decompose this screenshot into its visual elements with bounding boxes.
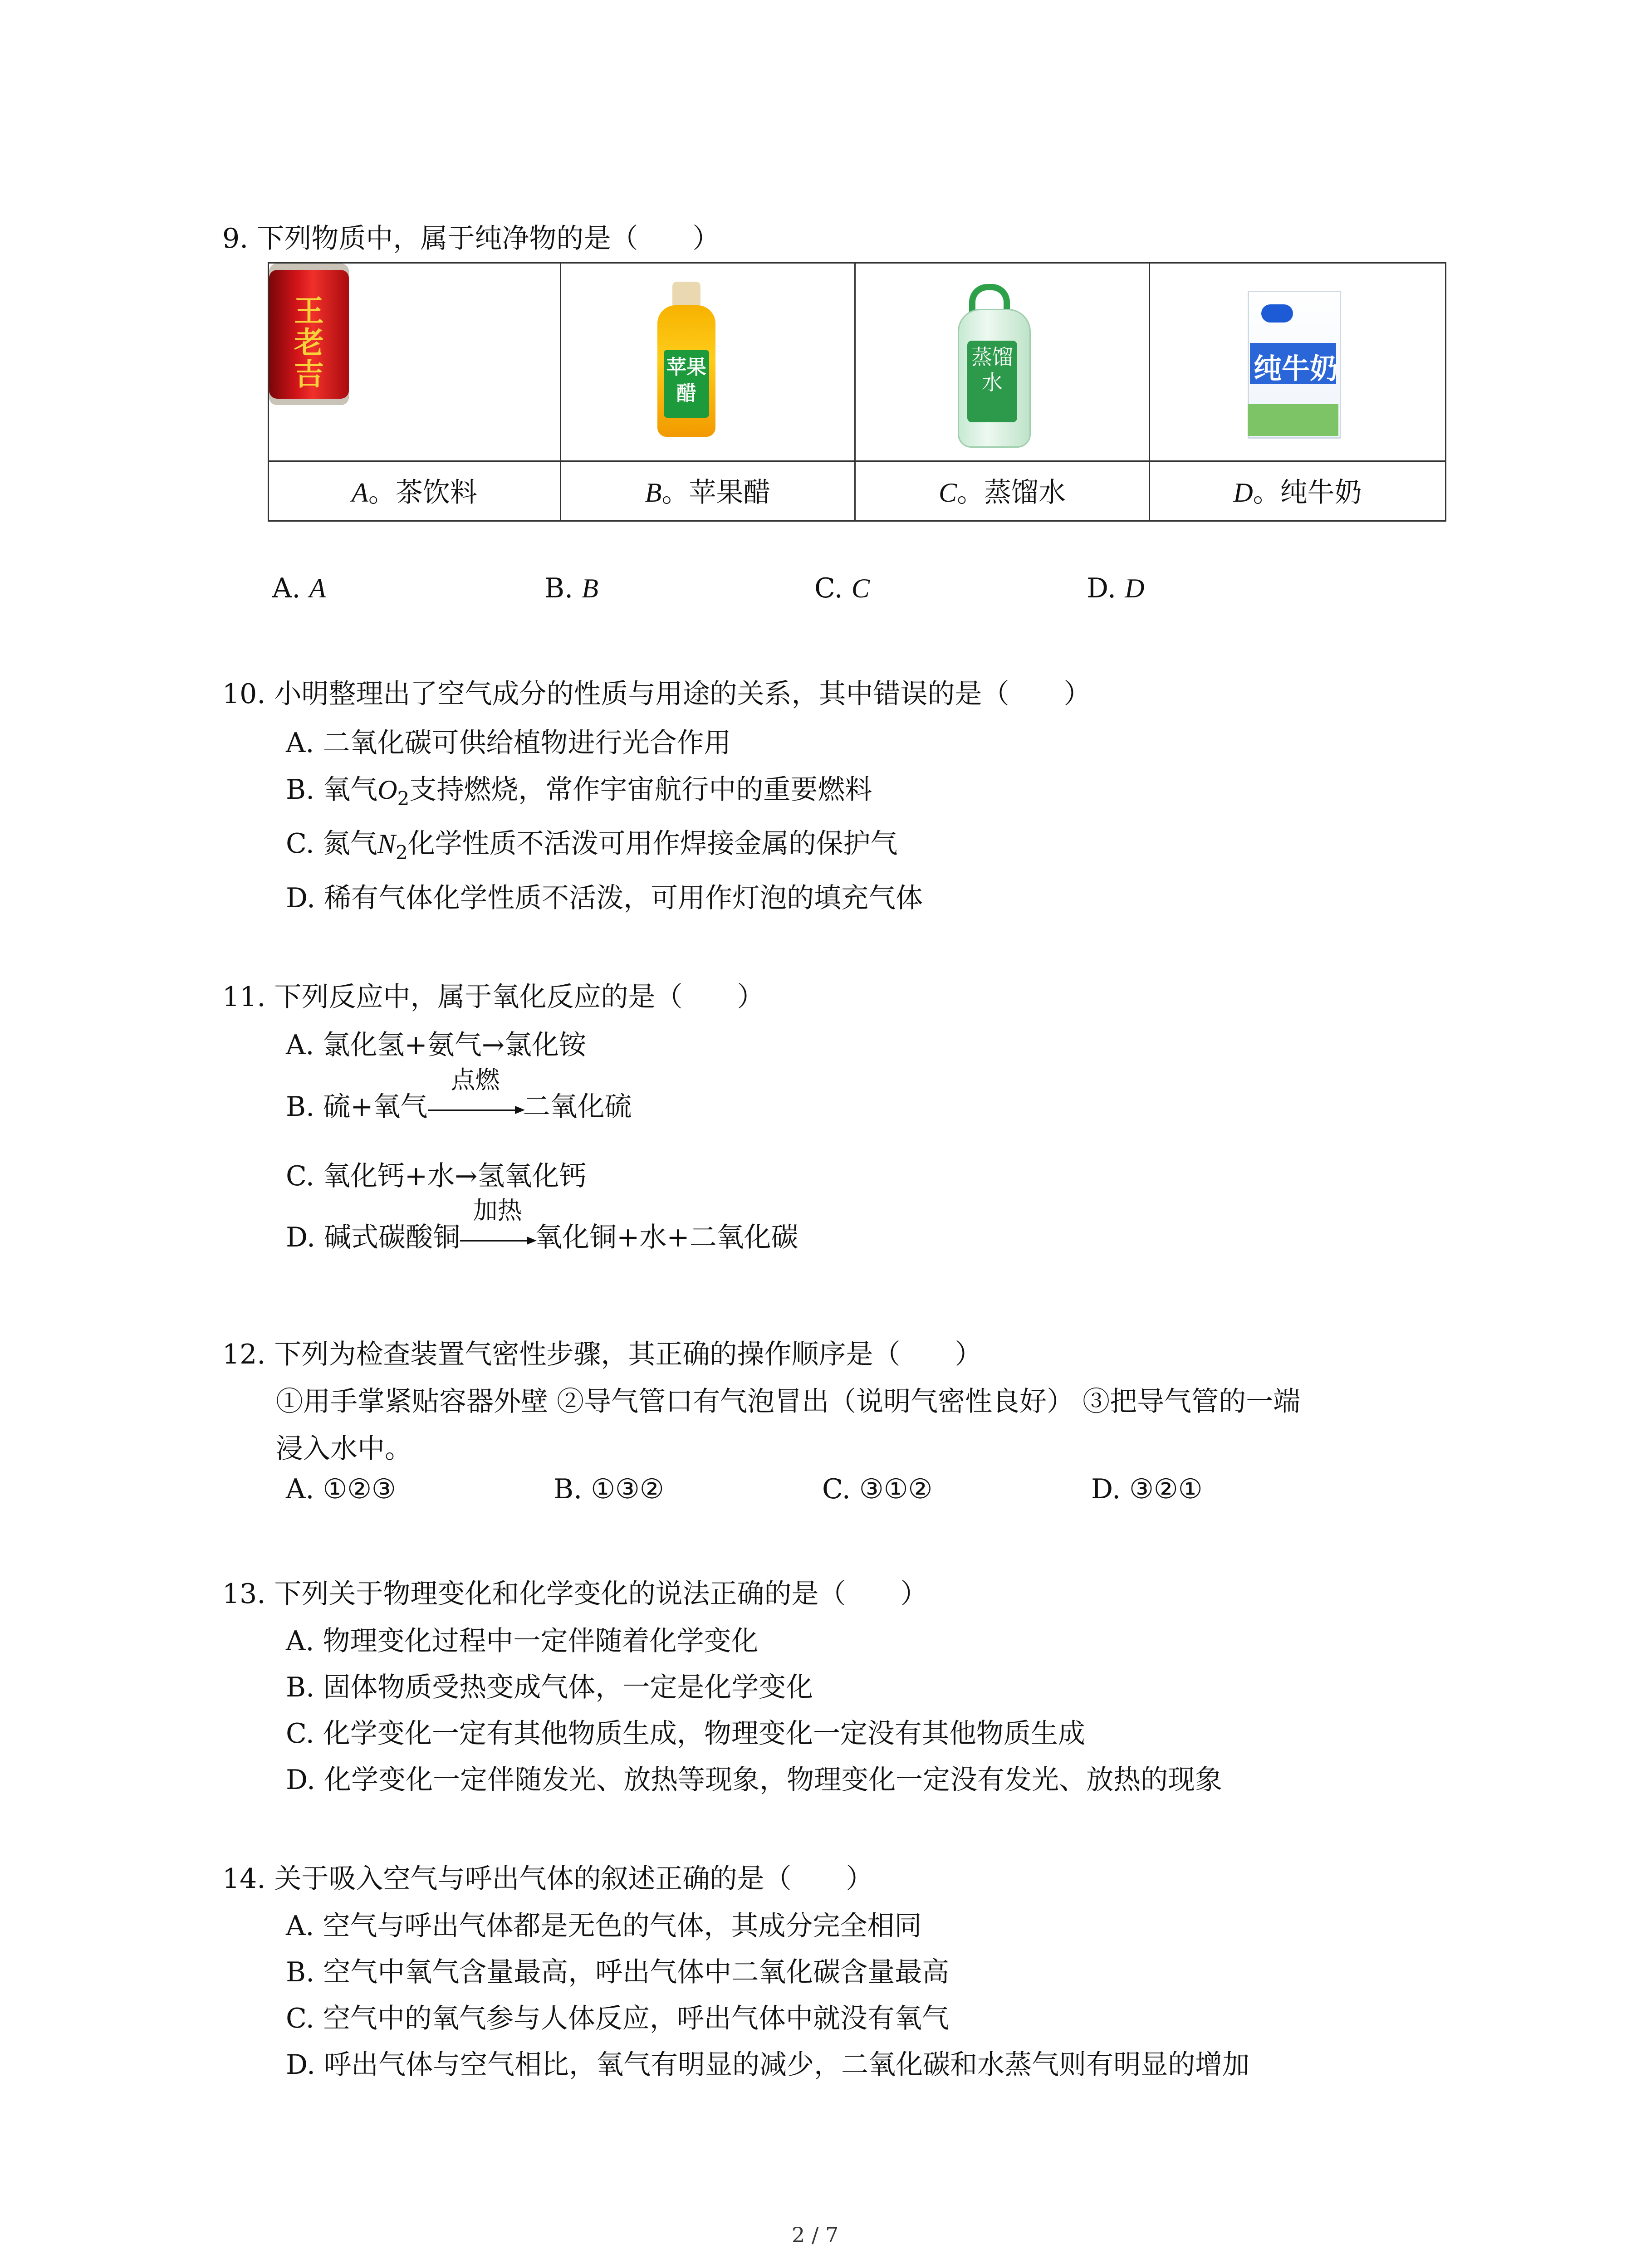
reaction-arrow-ignite: 点燃 [428, 1089, 523, 1116]
q9-option-d[interactable]: D. D [1087, 572, 1145, 604]
q14-option-d[interactable]: D. 呼出气体与空气相比，氧气有明显的减少，二氧化碳和水蒸气则有明显的增加 [286, 2049, 1250, 2081]
q14-option-c[interactable]: C. 空气中的氧气参与人体反应，呼出气体中就没有氧气 [286, 2003, 949, 2034]
q13-option-c[interactable]: C. 化学变化一定有其他物质生成，物理变化一定没有其他物质生成 [286, 1718, 1085, 1750]
question-9-stem: 9. 下列物质中，属于纯净物的是（ ） [222, 223, 720, 254]
water-jug-icon: 蒸馏水 [856, 264, 1149, 460]
q12-option-d[interactable]: D. ③②① [1091, 1473, 1203, 1505]
q13-option-a[interactable]: A. 物理变化过程中一定伴随着化学变化 [286, 1625, 759, 1657]
question-14-stem: 14. 关于吸入空气与呼出气体的叙述正确的是（ ） [222, 1863, 873, 1895]
q12-option-a[interactable]: A. ①②③ [286, 1473, 396, 1505]
page-number: 2 / 7 [792, 2223, 839, 2247]
question-12-steps-cont: 浸入水中。 [276, 1433, 412, 1465]
question-11-stem: 11. 下列反应中，属于氧化反应的是（ ） [222, 981, 764, 1013]
question-10-stem: 10. 小明整理出了空气成分的性质与用途的关系，其中错误的是（ ） [222, 678, 1091, 710]
tea-can-icon: 王老吉 [269, 264, 560, 460]
caption-d: D。纯牛奶 [1233, 477, 1362, 508]
q10-option-b[interactable]: B. 氧气$O_2$支持燃烧，常作宇宙航行中的重要燃料 [286, 774, 872, 810]
reaction-arrow-heat: 加热 [460, 1219, 535, 1246]
milk-carton-icon: 纯牛奶 [1150, 264, 1445, 460]
caption-c: C。蒸馏水 [938, 477, 1066, 508]
q10-option-a[interactable]: A. 二氧化碳可供给植物进行光合作用 [286, 727, 731, 759]
caption-a: A。茶饮料 [352, 477, 477, 508]
q13-option-d[interactable]: D. 化学变化一定伴随发光、放热等现象，物理变化一定没有发光、放热的现象 [286, 1764, 1223, 1796]
q9-option-c[interactable]: C. C [814, 572, 870, 604]
q10-option-c[interactable]: C. 氮气$N_2$化学性质不活泼可用作焊接金属的保护气 [286, 828, 898, 864]
q11-option-d[interactable]: D. 碱式碳酸铜 加热 氧化铜+水+二氧化碳 [286, 1196, 798, 1253]
question-9-table [268, 262, 1446, 522]
q11-option-c[interactable]: C. 氧化钙+水→氢氧化钙 [286, 1160, 587, 1192]
vinegar-bottle-icon: 苹果醋 [561, 264, 854, 460]
q12-option-c[interactable]: C. ③①② [822, 1473, 933, 1505]
question-13-stem: 13. 下列关于物理变化和化学变化的说法正确的是（ ） [222, 1578, 928, 1610]
q11-option-a[interactable]: A. 氯化氢+氨气→氯化铵 [286, 1029, 587, 1061]
q9-option-b[interactable]: B. B [544, 572, 598, 604]
q13-option-b[interactable]: B. 固体物质受热变成气体，一定是化学变化 [286, 1672, 813, 1703]
caption-b: B。苹果醋 [645, 477, 771, 508]
question-12-stem: 12. 下列为检查装置气密性步骤，其正确的操作顺序是（ ） [222, 1339, 982, 1370]
q10-option-d[interactable]: D. 稀有气体化学性质不活泼，可用作灯泡的填充气体 [286, 882, 923, 914]
question-12-steps: ①用手掌紧贴容器外壁 ②导气管口有气泡冒出（说明气密性良好） ③把导气管的一端 [276, 1386, 1301, 1418]
q11-option-b[interactable]: B. 硫+氧气 点燃 二氧化硫 [286, 1066, 632, 1123]
q9-option-a[interactable]: A. A [272, 572, 326, 604]
q14-option-a[interactable]: A. 空气与呼出气体都是无色的气体，其成分完全相同 [286, 1910, 922, 1942]
q14-option-b[interactable]: B. 空气中氧气含量最高，呼出气体中二氧化碳含量最高 [286, 1956, 950, 1988]
q12-option-b[interactable]: B. ①③② [554, 1473, 664, 1505]
